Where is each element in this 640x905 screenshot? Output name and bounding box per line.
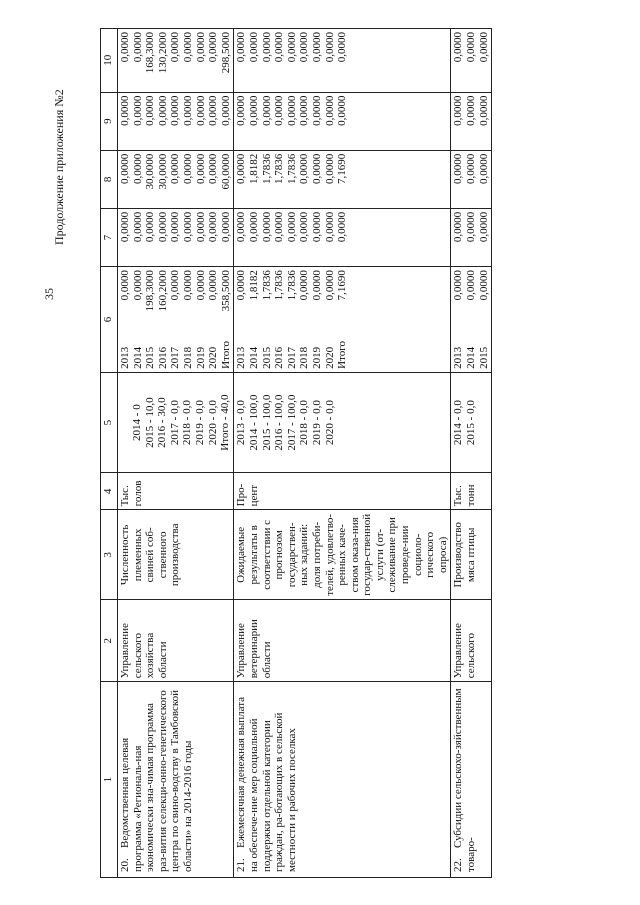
total-funding-cell — [451, 267, 492, 328]
funding-c10-cell-value: 0,0000 — [235, 32, 248, 63]
funding-c8-cell-value: 0,0000 — [207, 153, 220, 184]
funding-c7-cell-value: 0,0000 — [235, 211, 248, 243]
funding-c10-cell-value: 0,0000 — [207, 32, 220, 63]
funding-c7-cell-value: 0,0000 — [119, 211, 131, 243]
funding-c10-cell-value: 0,0000 — [273, 32, 286, 63]
funding-c9-cell-value: 0,0000 — [310, 95, 323, 126]
funding-c8-cell-value: 0,0000 — [465, 153, 478, 184]
unit-cell: Тыс. тонн — [451, 473, 492, 510]
indicator-cell: Численность племенных свиней соб-ственного производства — [118, 510, 234, 600]
target-values-cell-value: 2018 - 0,0 — [181, 400, 194, 446]
funding-c10-cell-value: 0,0000 — [194, 32, 207, 63]
total-funding-cell-value: 160,2000 — [156, 270, 169, 312]
funding-c7-cell-value: 0,0000 — [285, 211, 298, 243]
funding-c7-cell-value: 0,0000 — [452, 211, 465, 243]
funding-c8-cell-value: 0,0000 — [181, 153, 194, 184]
target-values-cell-value: 2014 - 0,0 — [452, 400, 465, 446]
funding-c8-cell-value: 30,0000 — [144, 153, 157, 190]
column-number: 1 — [101, 682, 118, 878]
target-values-cell-value: 2017 - 0,0 — [168, 400, 181, 446]
funding-c7-cell-value: 0,0000 — [465, 211, 478, 243]
total-funding-cell-value: 7,1690 — [336, 270, 349, 301]
table-body — [118, 29, 492, 878]
target-values-cell-value: 2016 - 30,0 — [156, 397, 169, 448]
funding-c10-cell — [451, 29, 492, 93]
column-number: 7 — [101, 208, 118, 266]
executor-cell: Управление ветеринарии области — [234, 600, 451, 682]
funding-c10-cell-value: 0,0000 — [169, 32, 182, 63]
funding-c8-cell-value: 0,0000 — [169, 153, 182, 184]
table-row — [451, 29, 492, 878]
funding-c9-cell-value: 0,0000 — [219, 95, 232, 126]
funding-c8-cell-value: 0,0000 — [310, 153, 323, 184]
total-funding-cell-value: 0,0000 — [310, 270, 323, 301]
year-cell-value: 2016 — [273, 346, 286, 369]
program-cell — [451, 682, 492, 878]
column-number: 4 — [101, 473, 118, 510]
column-number: 10 — [101, 29, 118, 93]
column-number: 9 — [101, 92, 118, 150]
funding-c9-cell-value: 0,0000 — [323, 95, 336, 126]
funding-c10-cell — [118, 29, 234, 93]
year-cell-value: 2015 — [260, 346, 273, 369]
year-cell-value: Итого — [219, 341, 232, 369]
funding-c9-cell-value: 0,0000 — [131, 95, 144, 126]
table-row — [234, 29, 451, 878]
year-cell — [234, 327, 451, 372]
target-values-cell-value: 2013 - 0,0 — [235, 400, 248, 446]
funding-c7-cell-value: 0,0000 — [144, 211, 157, 243]
target-values-cell — [234, 372, 451, 473]
funding-c10-cell-value: 0,0000 — [260, 32, 273, 63]
total-funding-cell-value: 198,3000 — [144, 270, 157, 312]
funding-c10-cell-value: 168,3000 — [144, 32, 157, 74]
appendix-title: Продолжение приложения №2 — [52, 89, 66, 245]
funding-c8-cell-value: 0,0000 — [323, 153, 336, 184]
target-values-cell-value: 2015 - 0,0 — [465, 400, 478, 446]
funding-c8-cell-value: 0,0000 — [119, 153, 131, 184]
total-funding-cell-value: 1,7836 — [260, 270, 273, 301]
target-values-cell-value: 2015 - 10,0 — [143, 397, 156, 448]
funding-c10-cell-value: 0,0000 — [323, 32, 336, 63]
target-values-cell-value: 2014 - 0 — [131, 404, 143, 441]
indicator-cell: Производство мяса птицы — [451, 510, 492, 600]
target-values-cell — [451, 372, 492, 473]
funding-c7-cell — [234, 208, 451, 266]
funding-c10-cell-value: 130,2000 — [156, 32, 169, 74]
total-funding-cell-value: 0,0000 — [298, 270, 311, 301]
year-cell-value: 2019 — [194, 346, 207, 369]
total-funding-cell-value: 0,0000 — [181, 270, 194, 301]
year-cell — [118, 327, 234, 372]
year-cell-value: Итого — [336, 341, 349, 369]
year-cell-value: 2014 — [465, 346, 478, 369]
funding-c9-cell-value: 0,0000 — [181, 95, 194, 126]
total-funding-cell — [118, 267, 234, 328]
funding-c7-cell-value: 0,0000 — [169, 211, 182, 243]
unit-cell: Про-цент — [234, 473, 451, 510]
total-funding-cell-value: 0,0000 — [131, 270, 144, 301]
funding-c7-cell-value: 0,0000 — [323, 211, 336, 243]
funding-c8-cell-value: 7,1690 — [336, 153, 349, 184]
funding-c8-cell-value: 1,7836 — [260, 153, 273, 184]
funding-c7-cell-value: 0,0000 — [131, 211, 144, 243]
target-values-cell-value: 2016 - 100,0 — [273, 394, 286, 451]
funding-c9-cell-value: 0,0000 — [452, 95, 465, 126]
funding-c10-cell-value: 0,0000 — [119, 32, 131, 63]
program-cell — [118, 682, 234, 878]
year-cell — [451, 327, 492, 372]
funding-c8-cell-value: 1,7836 — [273, 153, 286, 184]
rotated-table-container — [100, 28, 610, 878]
target-values-cell-value: 2015 - 100,0 — [260, 394, 273, 451]
funding-c7-cell-value: 0,0000 — [273, 211, 286, 243]
funding-c8-cell-value: 0,0000 — [477, 153, 490, 184]
funding-c10-cell-value: 0,0000 — [131, 32, 144, 63]
funding-c8-cell-value: 0,0000 — [452, 153, 465, 184]
funding-c7-cell — [118, 208, 234, 266]
funding-c8-cell-value: 0,0000 — [235, 153, 248, 184]
target-values-cell-value: 2017 - 100,0 — [285, 394, 298, 451]
page-number: 35 — [42, 288, 56, 300]
funding-c9-cell-value: 0,0000 — [235, 95, 248, 126]
target-values-cell — [118, 372, 234, 473]
target-values-cell-value: 2014 - 100,0 — [247, 394, 260, 451]
funding-c7-cell-value: 0,0000 — [477, 211, 490, 243]
total-funding-cell-value: 0,0000 — [119, 270, 131, 301]
target-values-cell-value: 2020 - 0,0 — [323, 400, 336, 446]
total-funding-cell-value: 0,0000 — [194, 270, 207, 301]
funding-c9-cell-value: 0,0000 — [247, 95, 260, 126]
year-cell-value: 2018 — [298, 346, 311, 369]
total-funding-cell-value: 358,5000 — [219, 270, 232, 312]
funding-c10-cell-value: 0,0000 — [181, 32, 194, 63]
funding-c8-cell-value: 1,8182 — [247, 153, 260, 184]
program-name: Ежемесячная денежная выплата на обеспече-ние мер социальной поддержки отдельной категории граждан, ра-ботающих в сельской местности и рабочих поселках — [235, 696, 298, 872]
year-cell-value: 2016 — [156, 346, 169, 369]
funding-c7-cell-value: 0,0000 — [156, 211, 169, 243]
funding-c7-cell-value: 0,0000 — [298, 211, 311, 243]
executor-cell: Управление сельского хозяйства области — [118, 600, 234, 682]
funding-c8-cell — [118, 150, 234, 208]
total-funding-cell-value: 0,0000 — [465, 270, 478, 301]
funding-c8-cell-value: 0,0000 — [194, 153, 207, 184]
funding-c8-cell-value: 60,0000 — [219, 153, 232, 190]
year-cell-value: 2015 — [144, 346, 157, 369]
funding-c7-cell-value: 0,0000 — [247, 211, 260, 243]
target-values-cell-value: 2019 - 0,0 — [310, 400, 323, 446]
funding-c10-cell — [234, 29, 451, 93]
year-cell-value: 2014 — [131, 346, 144, 369]
column-number: 3 — [101, 510, 118, 600]
year-cell-value: 2013 — [452, 346, 465, 369]
column-number: 6 — [101, 267, 118, 373]
funding-c10-cell-value: 0,0000 — [477, 32, 490, 63]
total-funding-cell-value: 1,8182 — [247, 270, 260, 301]
funding-c10-cell-value: 0,0000 — [298, 32, 311, 63]
funding-c9-cell-value: 0,0000 — [477, 95, 490, 126]
funding-c9-cell — [451, 92, 492, 150]
funding-c10-cell-value: 0,0000 — [465, 32, 478, 63]
program-name: Ведомственная целевая программа «Региональ-ная экономически зна-чимая программа раз-вития селекци-онно-генетического центра по свино-водству в Тамбовской области» на 2014-2016 годы — [119, 689, 194, 872]
target-values-cell-value: 2019 - 0,0 — [193, 400, 206, 446]
funding-c9-cell-value: 0,0000 — [194, 95, 207, 126]
column-number: 2 — [101, 600, 118, 682]
total-funding-cell-value: 0,0000 — [477, 270, 490, 301]
funding-c10-cell-value: 0,0000 — [336, 32, 349, 63]
total-funding-cell-value: 0,0000 — [235, 270, 248, 301]
total-funding-cell-value: 0,0000 — [207, 270, 220, 301]
funding-c7-cell-value: 0,0000 — [260, 211, 273, 243]
target-values-cell-value: 2018 - 0,0 — [298, 400, 311, 446]
funding-c7-cell — [451, 208, 492, 266]
year-cell-value: 2015 — [477, 346, 490, 369]
year-cell-value: 2018 — [181, 346, 194, 369]
year-cell-value: 2020 — [207, 346, 220, 369]
total-funding-cell-value: 0,0000 — [169, 270, 182, 301]
funding-c9-cell-value: 0,0000 — [207, 95, 220, 126]
funding-c10-cell-value: 0,0000 — [247, 32, 260, 63]
row-number: 20. — [119, 858, 131, 872]
funding-c9-cell-value: 0,0000 — [144, 95, 157, 126]
funding-c9-cell — [118, 92, 234, 150]
column-number: 5 — [101, 372, 118, 473]
funding-c9-cell-value: 0,0000 — [336, 95, 349, 126]
total-funding-cell-value: 0,0000 — [452, 270, 465, 301]
total-funding-cell-value: 1,7836 — [285, 270, 298, 301]
funding-c7-cell-value: 0,0000 — [310, 211, 323, 243]
funding-c9-cell-value: 0,0000 — [273, 95, 286, 126]
total-funding-cell — [234, 267, 451, 328]
funding-c7-cell-value: 0,0000 — [207, 211, 220, 243]
funding-c7-cell-value: 0,0000 — [194, 211, 207, 243]
funding-c7-cell-value: 0,0000 — [181, 211, 194, 243]
year-cell-value: 2017 — [285, 346, 298, 369]
total-funding-cell-value: 0,0000 — [323, 270, 336, 301]
funding-c8-cell-value: 1,7836 — [285, 153, 298, 184]
total-funding-cell-value: 1,7836 — [273, 270, 286, 301]
funding-c10-cell-value: 0,0000 — [285, 32, 298, 63]
funding-c9-cell-value: 0,0000 — [465, 95, 478, 126]
funding-c8-cell-value: 0,0000 — [298, 153, 311, 184]
funding-c9-cell-value: 0,0000 — [260, 95, 273, 126]
funding-c9-cell-value: 0,0000 — [156, 95, 169, 126]
indicator-cell: Ожидаемые результаты в соответствии с прогнозом государствен-ных заданий: доля потреби-телей, удовлетво-ренных каче-ством оказа-ния государ-ственной услуги (от-слеживание при проведе-нии социоло-гического опроса) — [234, 510, 451, 600]
funding-c9-cell — [234, 92, 451, 150]
column-number: 8 — [101, 150, 118, 208]
funding-c10-cell-value: 0,0000 — [310, 32, 323, 63]
unit-cell: Тыс. голов — [118, 473, 234, 510]
year-cell-value: 2017 — [169, 346, 182, 369]
year-cell-value: 2020 — [323, 346, 336, 369]
funding-c8-cell — [451, 150, 492, 208]
funding-c9-cell-value: 0,0000 — [285, 95, 298, 126]
target-values-cell-value: 2020 - 0,0 — [206, 400, 219, 446]
funding-c8-cell-value: 0,0000 — [131, 153, 144, 184]
executor-cell: Управление сельского — [451, 600, 492, 682]
year-cell-value: 2013 — [235, 346, 248, 369]
year-cell-value: 2014 — [247, 346, 260, 369]
funding-c8-cell-value: 30,0000 — [156, 153, 169, 190]
funding-c9-cell-value: 0,0000 — [169, 95, 182, 126]
table-row — [118, 29, 234, 878]
funding-c9-cell-value: 0,0000 — [298, 95, 311, 126]
funding-c10-cell-value: 298,5000 — [219, 32, 232, 74]
funding-c9-cell-value: 0,0000 — [119, 95, 131, 126]
year-cell-value: 2019 — [310, 346, 323, 369]
row-number: 22. — [452, 858, 465, 872]
funding-c7-cell-value: 0,0000 — [336, 211, 349, 243]
year-cell-value: 2013 — [119, 346, 131, 369]
target-values-cell-value: Итого - 40,0 — [219, 394, 232, 451]
program-cell — [234, 682, 451, 878]
funding-c8-cell — [234, 150, 451, 208]
column-number-row — [101, 29, 118, 878]
funding-c10-cell-value: 0,0000 — [452, 32, 465, 63]
funding-c7-cell-value: 0,0000 — [219, 211, 232, 243]
program-name: Субсидии сельскохо-зяйственным товаро- — [452, 688, 478, 872]
program-table — [100, 28, 492, 878]
row-number: 21. — [235, 858, 248, 872]
